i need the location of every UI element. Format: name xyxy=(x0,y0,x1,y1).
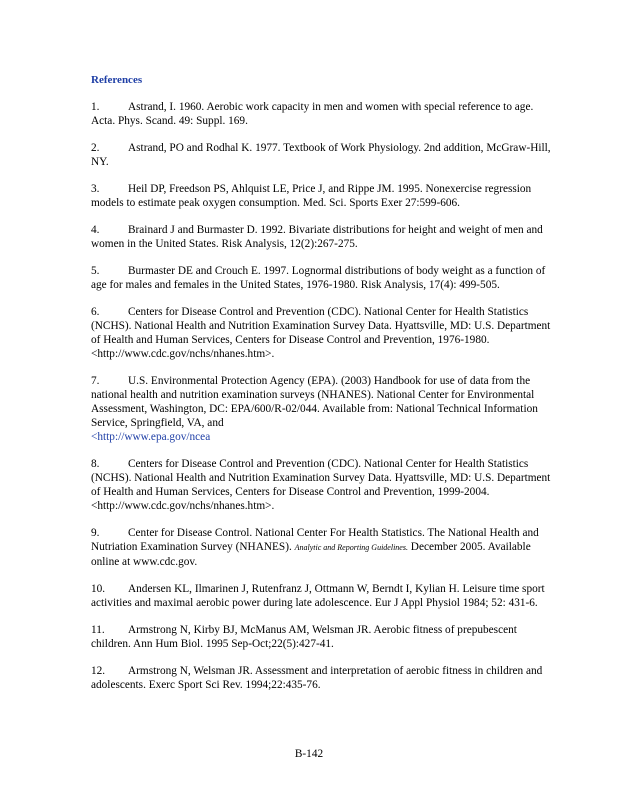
reference-number: 9. xyxy=(91,527,100,539)
reference-item xyxy=(91,526,551,569)
reference-text: Center for Disease Control. National Center For Health Statistics. The National Health and Nutriation Examination Survey (NHANES). xyxy=(91,527,539,553)
reference-item xyxy=(91,374,551,444)
reference-number: 6. xyxy=(91,306,100,318)
reference-number: 3. xyxy=(91,183,100,195)
page-number: B-142 xyxy=(294,748,324,760)
reference-item xyxy=(91,100,551,128)
reference-text: Astrand, I. 1960. Aerobic work capacity in men and women with special reference to age. Acta. Phys. Scand. 49: Suppl. 169. xyxy=(91,101,534,127)
reference-item xyxy=(91,582,551,610)
reference-text: U.S. Environmental Protection Agency (EPA). (2003) Handbook for use of data from the national health and nutrition examination surveys (NHANES). National Center for Environmental Assessment, Washington, DC: EPA/600/R-02/044. Available from: National Technical Information Service, Springfield, VA, and xyxy=(91,375,538,429)
reference-item xyxy=(91,623,551,651)
reference-number: 5. xyxy=(91,265,100,277)
reference-text: Armstrong N, Welsman JR. Assessment and interpretation of aerobic fitness in children and adolescents. Exerc Sport Sci Rev. 1994;22:435-76. xyxy=(91,665,543,691)
reference-small-text: Analytic and Reporting Guidelines. xyxy=(294,543,408,552)
reference-item xyxy=(91,264,551,292)
reference-text: Heil DP, Freedson PS, Ahlquist LE, Price J, and Rippe JM. 1995. Nonexercise regression models to estimate peak oxygen consumption. Med. Sci. Sports Exer 27:599-606. xyxy=(91,183,532,209)
reference-item xyxy=(91,182,551,210)
reference-text: Armstrong N, Kirby BJ, McManus AM, Welsman JR. Aerobic fitness of prepubescent children. Ann Hum Biol. 1995 Sep-Oct;22(5):427-41. xyxy=(91,624,517,650)
reference-item xyxy=(91,305,551,361)
reference-link[interactable]: <http://www.epa.gov/ncea xyxy=(91,431,211,443)
reference-number: 12. xyxy=(91,665,106,677)
reference-item xyxy=(91,223,551,251)
reference-number: 1. xyxy=(91,101,100,113)
reference-text: Centers for Disease Control and Prevention (CDC). National Center for Health Statistics (NCHS). National Health and Nutrition Examination Survey Data. Hyattsville, MD: U.S. Department of Health and Human Services, Centers for Disease Control and Prevention, 1976-1980. <http://www.cdc.gov/nchs/nhanes.htm>. xyxy=(91,306,551,360)
reference-list xyxy=(91,100,551,705)
reference-number: 4. xyxy=(91,224,100,236)
reference-item xyxy=(91,664,551,692)
reference-text: Centers for Disease Control and Prevention (CDC). National Center for Health Statistics (NCHS). National Health and Nutrition Examination Survey Data. Hyattsville, MD: U.S. Department of Health and Human Services, Centers for Disease Control and Prevention, 1999-2004. <http://www.cdc.gov/nchs/nhanes.htm>. xyxy=(91,458,551,512)
reference-number: 8. xyxy=(91,458,100,470)
reference-number: 11. xyxy=(91,624,105,636)
references-heading: References xyxy=(91,74,143,86)
reference-item xyxy=(91,141,551,169)
reference-item xyxy=(91,457,551,513)
reference-text: Astrand, PO and Rodhal K. 1977. Textbook of Work Physiology. 2nd addition, McGraw-Hill, NY. xyxy=(91,142,551,168)
reference-text: Brainard J and Burmaster D. 1992. Bivariate distributions for height and weight of men and women in the United States. Risk Analysis, 12(2):267-275. xyxy=(91,224,543,250)
reference-text-after: December 2005. Available online at www.cdc.gov. xyxy=(91,541,531,568)
reference-number: 7. xyxy=(91,375,100,387)
reference-number: 2. xyxy=(91,142,100,154)
reference-number: 10. xyxy=(91,583,106,595)
reference-text: Andersen KL, Ilmarinen J, Rutenfranz J, Ottmann W, Berndt I, Kylian H. Leisure time sport activities and maximal aerobic power during late adolescence. Eur J Appl Physiol 1984; 52: 431-6. xyxy=(91,583,545,609)
reference-text: Burmaster DE and Crouch E. 1997. Lognormal distributions of body weight as a function of age for males and females in the United States, 1976-1980. Risk Analysis, 17(4): 499-505. xyxy=(91,265,546,291)
